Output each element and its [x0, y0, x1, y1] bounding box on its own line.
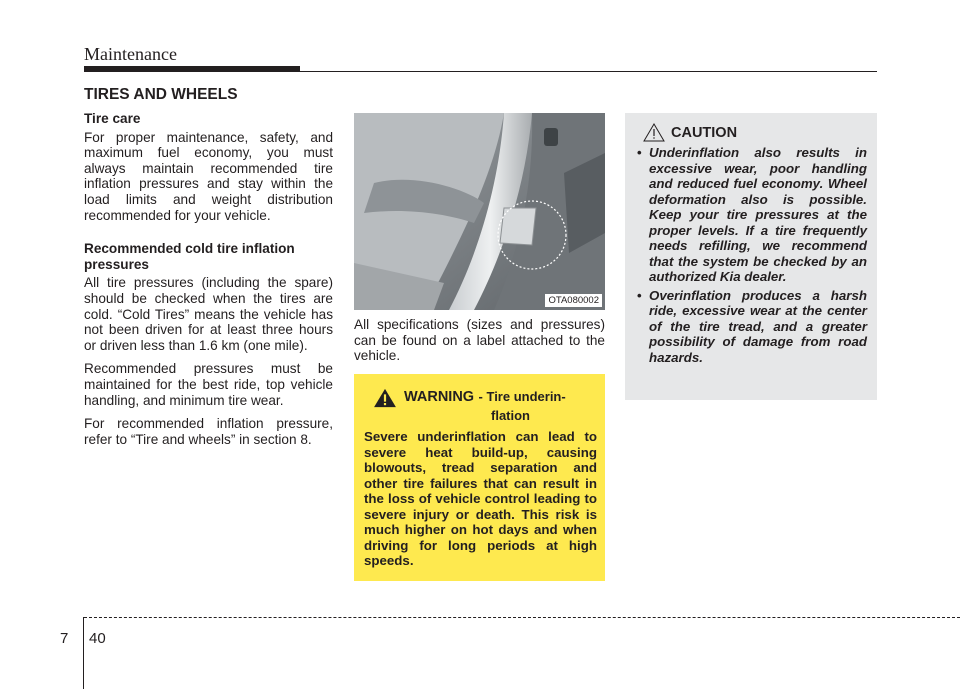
page-number: 40: [89, 630, 106, 647]
caution-item: [635, 288, 867, 366]
header-rule-thin: [84, 71, 877, 72]
caution-icon: [643, 123, 665, 142]
cold-pressure-heading: Recommended cold tire inflation pressures: [84, 241, 295, 272]
door-jamb-illustration: [354, 113, 605, 310]
footer-dashed-rule: [84, 617, 960, 618]
cold-pressure-paragraph-1: All tire pressures (including the spare) should be checked when the tires are cold. “Cold Tires” means the vehicle has not been driven for at least three hours or driven less than 1.6 km (one mile).: [84, 275, 333, 353]
caution-title: CAUTION: [671, 124, 738, 141]
cold-pressure-paragraph-2: Recommended pressures must be maintained for the best ride, top vehicle handling, and minimum tire wear.: [84, 361, 333, 408]
tire-care-heading: Tire care: [84, 111, 141, 126]
section-header: Maintenance: [84, 44, 177, 64]
caution-item-text: Underinflation also results in excessive wear, poor handling and reduced fuel economy. Wheel deformation also is possible. Keep your tire pressures at the proper levels. If a tire frequently needs refilling, we recommend that the system be checked by an authorized Kia dealer.: [649, 145, 867, 284]
figure-caption: All specifications (sizes and pressures) can be found on a label attached to the vehicle.: [354, 317, 605, 364]
chapter-number: 7: [60, 630, 69, 647]
warning-subtitle: - Tire underin-: [478, 389, 566, 404]
figure-code: OTA080002: [545, 294, 602, 307]
warning-header: [364, 388, 597, 408]
warning-subtitle-continued: flation: [491, 408, 530, 423]
cold-pressure-paragraph-3: For recommended inflation pressure, refer to “Tire and wheels” in section 8.: [84, 416, 333, 447]
door-jamb-photo: [354, 113, 605, 310]
caution-item-text: Overinflation produces a harsh ride, excessive wear at the center of the tire tread, and a greater possibility of damage from road hazards.: [649, 287, 867, 365]
bullet-icon: •: [637, 287, 642, 303]
caution-list: [635, 145, 867, 365]
caution-header: [643, 123, 867, 142]
tire-care-paragraph: For proper maintenance, safety, and maximum fuel economy, you must always maintain recommended tire inflation pressures and stay within the load limits and weight distribution recommended for your vehicle.: [84, 129, 333, 223]
caution-item: [635, 145, 867, 285]
warning-title: WARNING: [404, 389, 475, 405]
bullet-icon: •: [637, 145, 642, 160]
footer-vertical-rule: [83, 617, 84, 689]
warning-icon: [372, 388, 398, 408]
left-text-column: [84, 111, 333, 455]
caution-box: [625, 113, 877, 400]
warning-box: [354, 374, 605, 581]
page-title: TIRES AND WHEELS: [84, 86, 238, 103]
warning-text: Severe underinflation can lead to severe heat build-up, causing blowouts, tread separation and other tire failures that can result in the loss of vehicle control leading to severe injury or death. This risk is much higher on hot days and when driving for long periods at high speeds.: [364, 429, 597, 568]
